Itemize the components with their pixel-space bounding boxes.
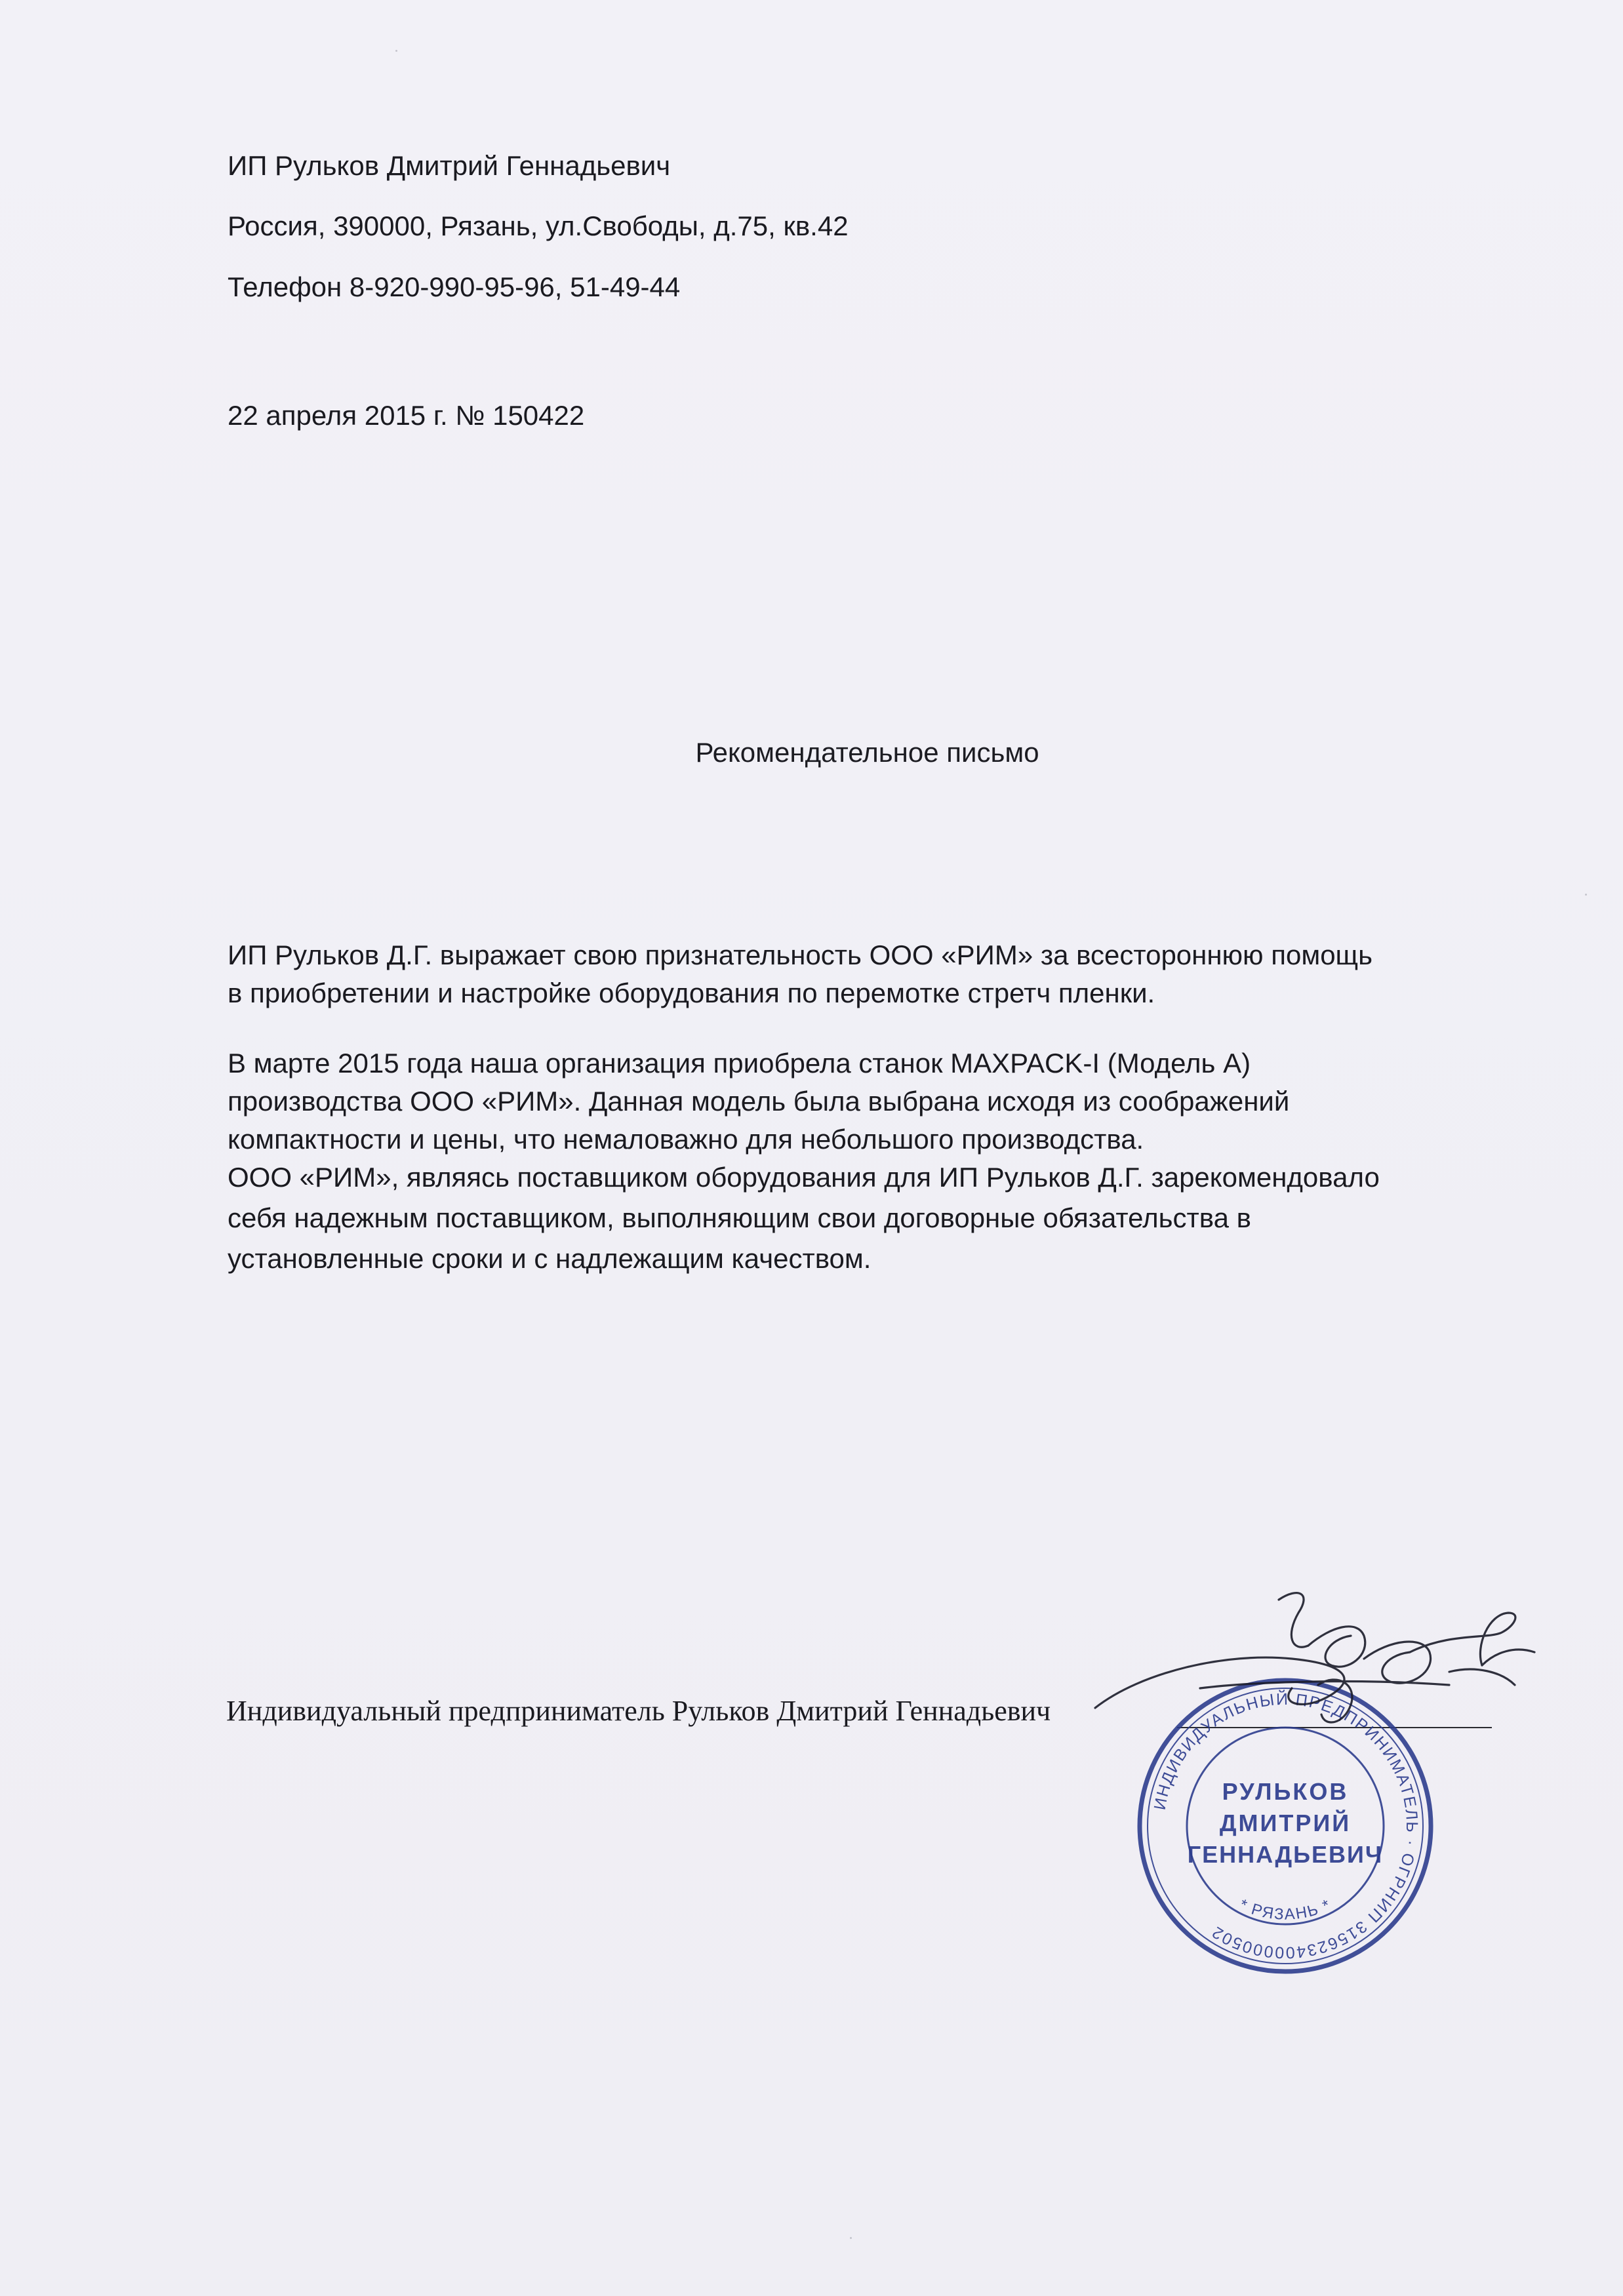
stamp-city-text: * РЯЗАНЬ * (1236, 1895, 1334, 1924)
paragraph-line: в приобретении и настройке оборудования по перемотке стретч пленки. (228, 978, 1155, 1008)
stamp-ring-text: ИНДИВИДУАЛЬНЫЙ ПРЕДПРИНИМАТЕЛЬ · ОГРНИП 315623400000502 (1150, 1690, 1422, 1962)
paper-speck (850, 2237, 852, 2239)
letter-title: Рекомендательное письмо (695, 737, 1039, 768)
paper-speck (395, 50, 397, 52)
paragraph-line: производства ООО «РИМ». Данная модель была выбрана исходя из соображений (228, 1086, 1290, 1117)
paragraph-line: В марте 2015 года наша организация приобрела станок MAXPACK-I (Модель А) (228, 1048, 1251, 1079)
sender-name: ИП Рульков Дмитрий Геннадьевич (228, 150, 671, 181)
paragraph-gratitude (228, 936, 1526, 1012)
sender-address: Россия, 390000, Рязань, ул.Свободы, д.75, кв.42 (228, 210, 849, 241)
paper-speck (1585, 894, 1587, 896)
paragraph-line: ИП Рульков Д.Г. выражает свою признательность ООО «РИМ» за всестороннюю помощь (228, 940, 1373, 970)
paragraph-line: установленные сроки и с надлежащим качеством. (228, 1243, 872, 1274)
stamp-center-line2: ДМИТРИЙ (1219, 1810, 1352, 1836)
svg-text:* РЯЗАНЬ * (1237, 1896, 1334, 1924)
sender-phone: Телефон 8-920-990-95-96, 51-49-44 (228, 271, 681, 302)
handwritten-signature (1082, 1574, 1554, 1744)
letter-date-number: 22 апреля 2015 г. № 150422 (228, 400, 585, 431)
signatory-title: Индивидуальный предприниматель Рульков Дмитрий Геннадьевич (226, 1695, 1051, 1727)
paragraph-line: себя надежным поставщиком, выполняющим свои договорные обязательства в (228, 1202, 1251, 1233)
paragraph-line: ООО «РИМ», являясь поставщиком оборудования для ИП Рульков Д.Г. зарекомендовало (228, 1162, 1380, 1193)
stamp-center-line1: РУЛЬКОВ (1222, 1778, 1349, 1805)
paragraph-details (228, 1044, 1526, 1278)
stamp-center-line3: ГЕННАДЬЕВИЧ (1187, 1841, 1384, 1868)
paragraph-line: компактности и цены, что немаловажно для небольшого производства. (228, 1124, 1144, 1155)
